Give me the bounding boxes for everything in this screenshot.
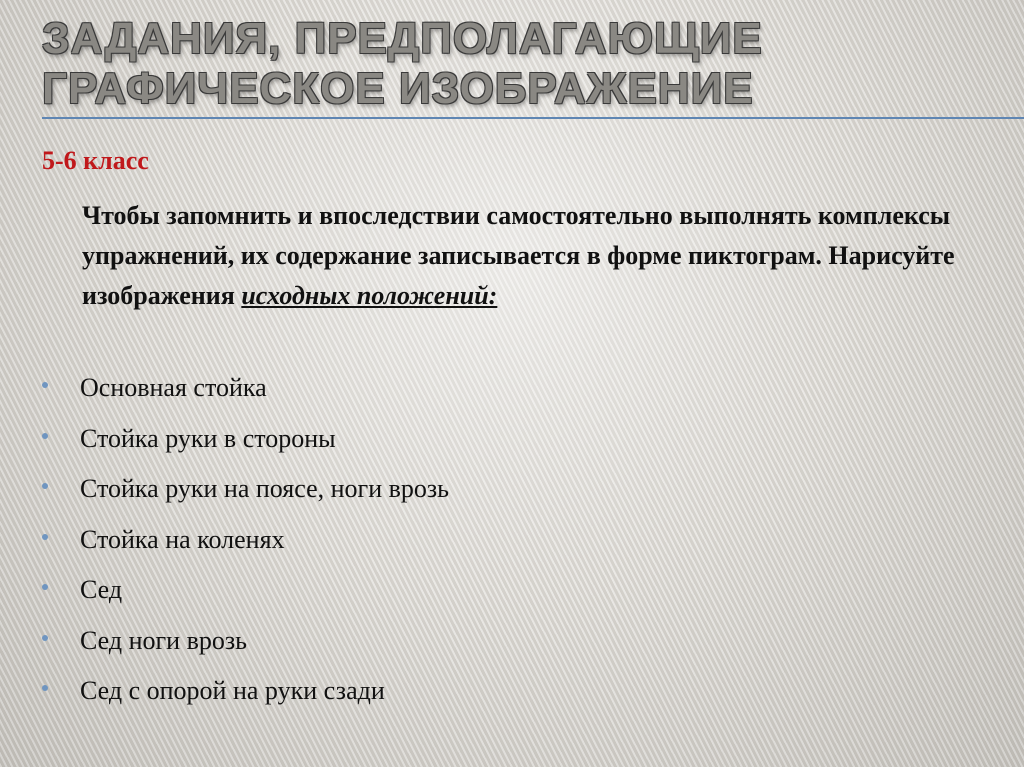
list-item-text: Сед [80, 575, 123, 604]
bullet-icon [42, 483, 48, 489]
slide-title [42, 14, 1002, 114]
grade-heading: 5-6 класс [42, 146, 149, 175]
bullet-icon [42, 584, 48, 590]
list-item [42, 366, 449, 417]
list-item [42, 417, 449, 468]
bullet-icon [42, 685, 48, 691]
bullet-icon [42, 433, 48, 439]
slide-title-line-2: ГРАФИЧЕСКОЕ ИЗОБРАЖЕНИЕ [42, 64, 754, 113]
bullet-icon [42, 382, 48, 388]
list-item [42, 619, 449, 670]
list-item-text: Основная стойка [80, 373, 267, 402]
intro-text: Чтобы запомнить и впоследствии самостоятельно выполнять комплексы упражнений, их содержание записывается в форме пиктограм. Нарисуйте изображения [82, 201, 955, 310]
bullet-icon [42, 534, 48, 540]
list-item-text: Сед с опорой на руки сзади [80, 676, 385, 705]
intro-paragraph [82, 196, 1002, 316]
list-item [42, 518, 449, 569]
intro-emphasis: исходных положений: [241, 281, 498, 310]
list-item [42, 669, 449, 720]
title-divider [42, 117, 1024, 119]
list-item-text: Стойка руки на поясе, ноги врозь [80, 474, 450, 503]
bullet-icon [42, 635, 48, 641]
exercise-list [42, 366, 449, 720]
list-item-text: Стойка на коленях [80, 524, 285, 554]
list-item [42, 467, 449, 518]
list-item [42, 568, 449, 619]
slide-title-line-1: ЗАДАНИЯ, ПРЕДПОЛАГАЮЩИЕ [42, 14, 763, 63]
list-item-text: Стойка руки в стороны [80, 423, 336, 453]
list-item-text: Сед ноги врозь [80, 625, 247, 655]
